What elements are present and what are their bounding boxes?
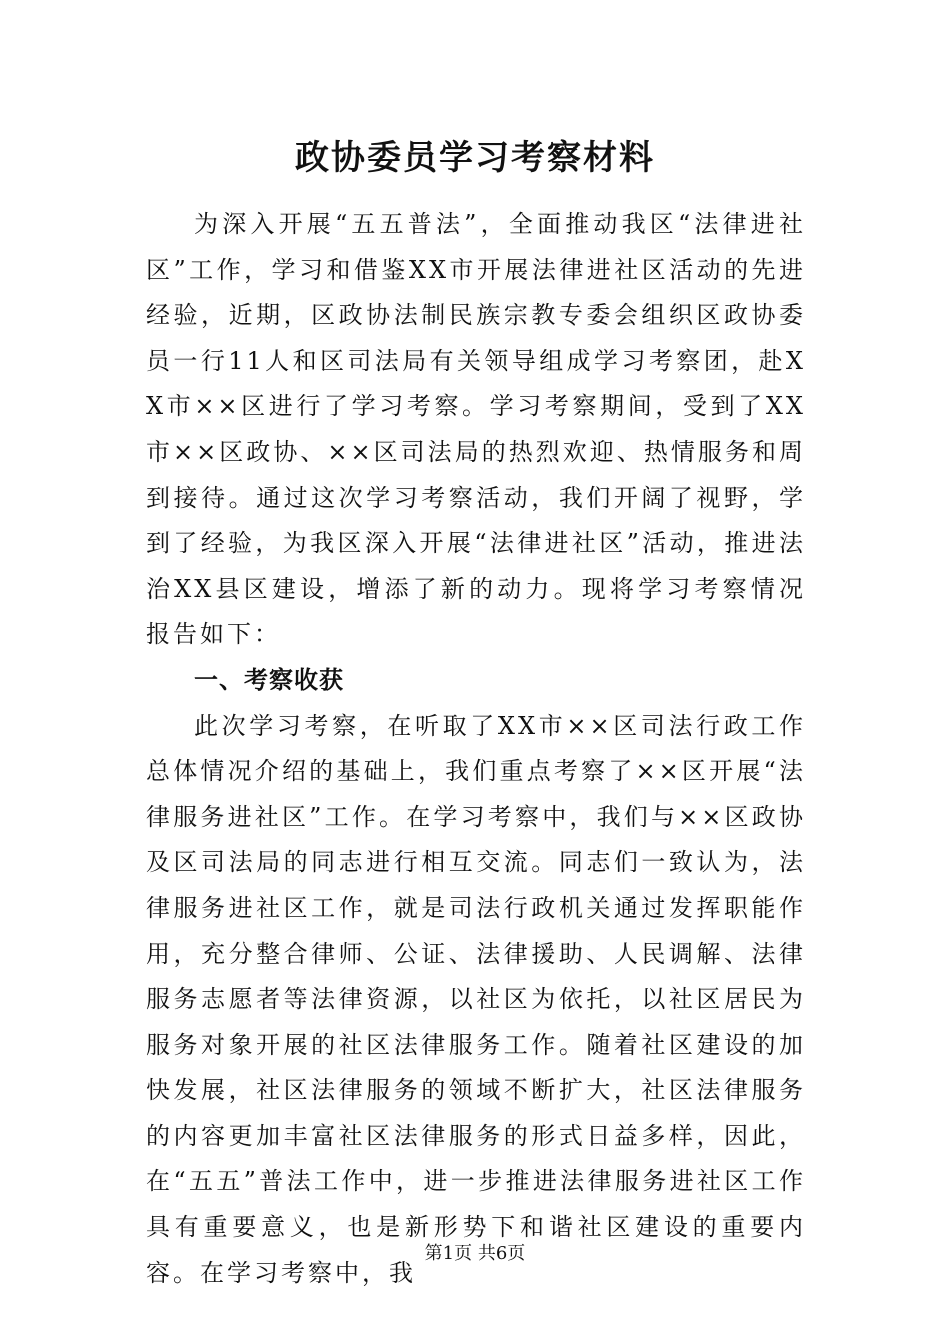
document-body bbox=[146, 202, 806, 1296]
paragraph-section-1: 此次学习考察，在听取了XX市××区司法行政工作总体情况介绍的基础上，我们重点考察了××区开展“法律服务进社区”工作。在学习考察中，我们与××区政协及区司法局的同志进行相互交流。同志们一致认为，法律服务进社区工作，就是司法行政机关通过发挥职能作用，充分整合律师、公证、法律援助、人民调解、法律服务志愿者等法律资源，以社区为依托，以社区居民为服务对象开展的社区法律服务工作。随着社区建设的加快发展，社区法律服务的领域不断扩大，社区法律服务的内容更加丰富社区法律服务的形式日益多样，因此，在“五五”普法工作中，进一步推进法律服务进社区工作具有重要意义，也是新形势下和谐社区建设的重要内容。在学习考察中，我 bbox=[146, 711, 806, 1287]
paragraph-intro: 为深入开展“五五普法”，全面推动我区“法律进社区”工作，学习和借鉴XX市开展法律进社区活动的先进经验，近期，区政协法制民族宗教专委会组织区政协委员一行11人和区司法局有关领导组成学习考察团，赴XX市××区进行了学习考察。学习考察期间，受到了XX市××区政协、××区司法局的热烈欢迎、热情服务和周到接待。通过这次学习考察活动，我们开阔了视野，学到了经验，为我区深入开展“法律进社区”活动，推进法治XX县区建设，增添了新的动力。现将学习考察情况报告如下： bbox=[146, 210, 806, 649]
page-footer: 第1页 共6页 bbox=[424, 1243, 526, 1264]
document-title: 政协委员学习考察材料 bbox=[295, 138, 655, 178]
section-heading: 一、考察收获 bbox=[194, 665, 344, 694]
